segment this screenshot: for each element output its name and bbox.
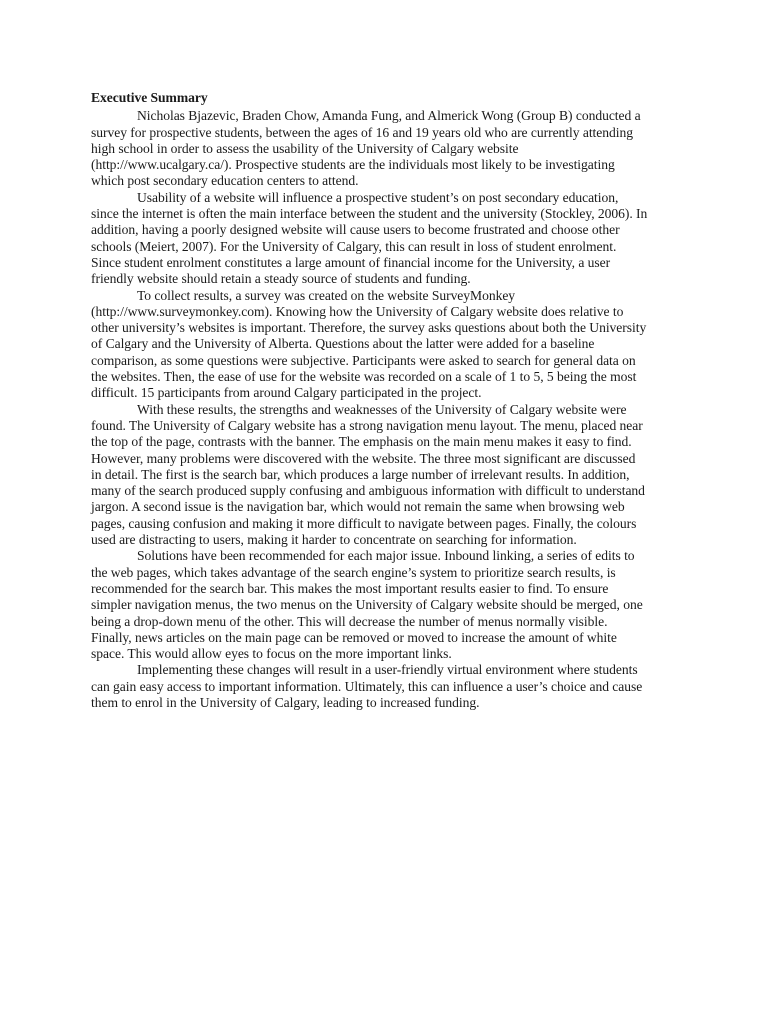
paragraph-intro: Nicholas Bjazevic, Braden Chow, Amanda Fung, and Almerick Wong (Group B) conducted a survey for prospective students, between the ages of 16 and 19 years old who are currently attending high school in order to assess the usability of the University of Calgary website (http://www.ucalgary.ca/). Prospective students are the individuals most likely to be investigating which post secondary education centers to attend. (91, 108, 641, 189)
paragraph-usability: Usability of a website will influence a prospective student’s on post secondary education, since the internet is often the main interface between the student and the university (Stockley, 2006). In addition, having a poorly designed website will cause users to become frustrated and choose other schools (Meiert, 2007). For the University of Calgary, this can result in loss of student enrolment. Since student enrolment constitutes a large amount of financial income for the University, a user friendly website should retain a steady source of students and funding. (91, 189, 648, 287)
paragraph-conclusion: Implementing these changes will result in a user-friendly virtual environment where students can gain easy access to important information. Ultimately, this can influence a user’s choice and cause them to enrol in the University of Calgary, leading to increased funding. (91, 662, 643, 710)
paragraph-findings: With these results, the strengths and weaknesses of the University of Calgary website were found. The University of Calgary website has a strong navigation menu layout. The menu, placed near the top of the page, contrasts with the banner. The emphasis on the main menu makes it easy to find. However, many problems were discovered with the website. The three most significant are discussed in detail. The first is the search bar, which produces a large number of irrelevant results. In addition, many of the search produced supply confusing and ambiguous information with difficult to understand jargon. A second issue is the navigation bar, which would not remain the same when browsing web pages, causing confusion and making it more difficult to navigate between pages. Finally, the colours used are distracting to users, making it harder to concentrate on searching for information. (91, 401, 645, 548)
section-heading: Executive Summary (91, 90, 208, 105)
paragraph-solutions: Solutions have been recommended for each major issue. Inbound linking, a series of edits to the web pages, which takes advantage of the search engine’s system to prioritize search results, is recommended for the search bar. This makes the most important results easier to find. To ensure simpler navigation menus, the two menus on the University of Calgary website should be merged, one being a drop-down menu of the other. This will decrease the number of menus normally visible. Finally, news articles on the main page can be removed or moved to increase the amount of white space. This would allow eyes to focus on the more important links. (91, 548, 643, 662)
document-page (91, 90, 649, 711)
paragraph-survey-method: To collect results, a survey was created on the website SurveyMonkey (http://www.surveymonkey.com). Knowing how the University of Calgary website does relative to other university’s websites is important. Therefore, the survey asks questions about both the University of Calgary and the University of Alberta. Questions about the latter were added for a baseline comparison, as some questions were subjective. Participants were asked to search for general data on the websites. Then, the ease of use for the website was recorded on a scale of 1 to 5, 5 being the most difficult. 15 participants from around Calgary participated in the project. (91, 287, 647, 401)
